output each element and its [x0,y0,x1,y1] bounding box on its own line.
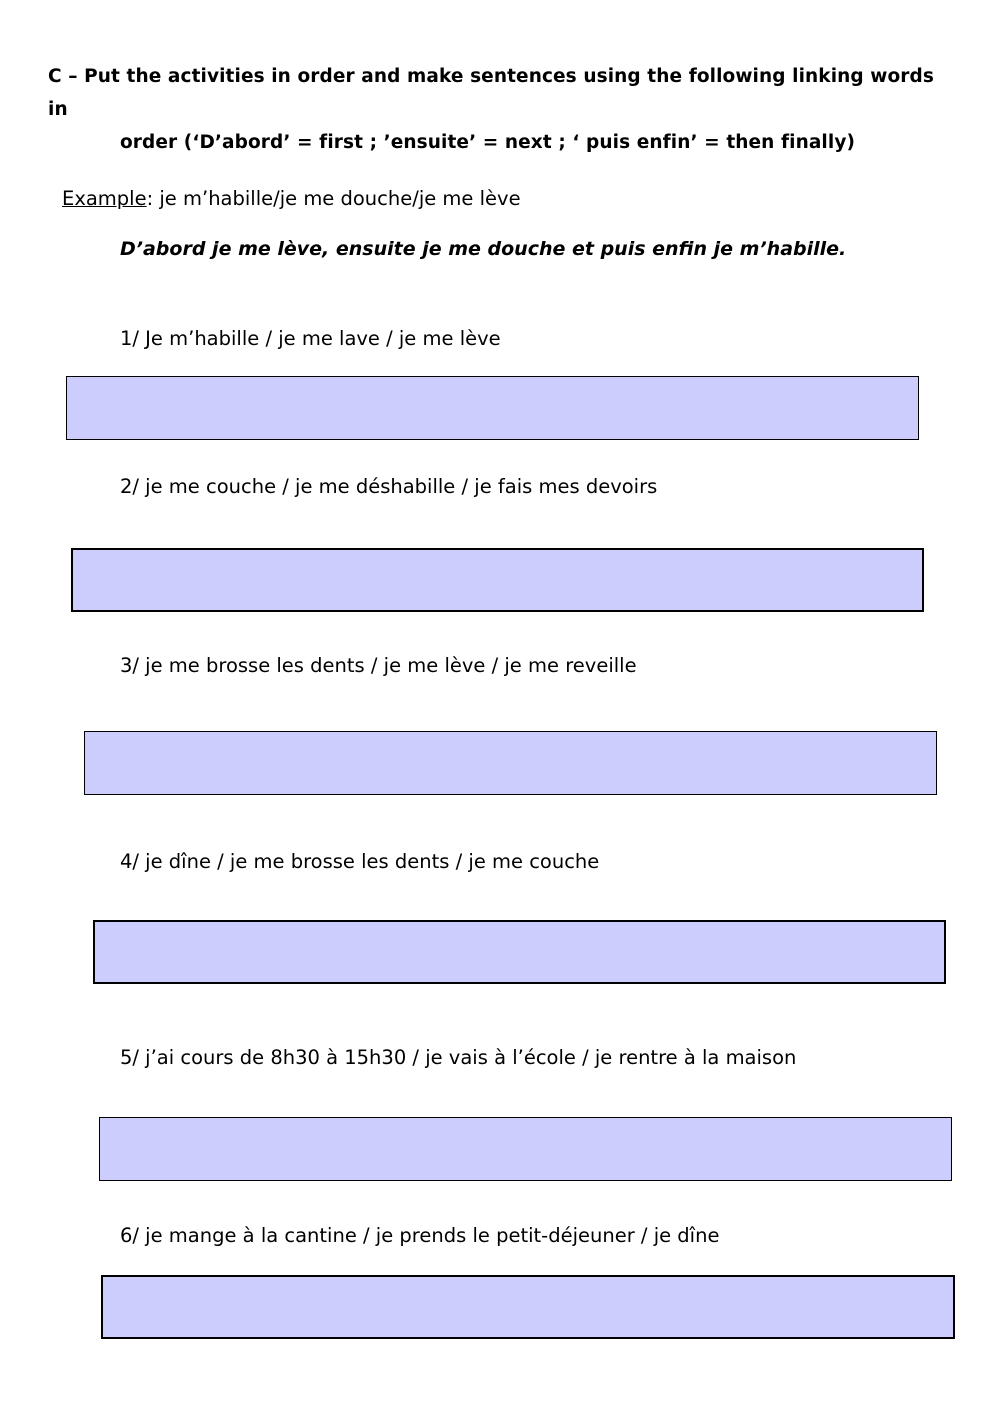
example-prompt: je m’habille/je me douche/je me lève [153,187,521,210]
question-4-answer-input[interactable] [93,920,946,984]
example-line [62,185,521,213]
instructions-line-2: order (‘D’abord’ = first ; ’ensuite’ = next ; ‘ puis enfin’ = then finally) [120,132,856,153]
question-5-answer-input[interactable] [99,1117,952,1181]
question-4-prompt: 4/ je dîne / je me brosse les dents / je me couche [120,850,600,873]
question-2-prompt: 2/ je me couche / je me déshabille / je fais mes devoirs [120,475,658,498]
question-1-prompt: 1/ Je m’habille / je me lave / je me lève [120,327,501,350]
question-5-prompt: 5/ j’ai cours de 8h30 à 15h30 / je vais à l’école / je rentre à la maison [120,1046,797,1069]
example-label: Example [62,187,147,210]
instructions-heading [48,60,948,159]
example-separator: : [146,187,154,210]
question-6-prompt: 6/ je mange à la cantine / je prends le petit-déjeuner / je dîne [120,1224,720,1247]
instructions-line-1: C – Put the activities in order and make sentences using the following linking words in [48,66,934,120]
question-2-answer-input[interactable] [71,548,924,612]
example-answer: D’abord je me lève, ensuite je me douche et puis enfin je m’habille. [120,238,847,260]
question-3-answer-input[interactable] [84,731,937,795]
question-1-answer-input[interactable] [66,376,919,440]
question-6-answer-input[interactable] [101,1275,955,1339]
question-3-prompt: 3/ je me brosse les dents / je me lève / je me reveille [120,654,637,677]
